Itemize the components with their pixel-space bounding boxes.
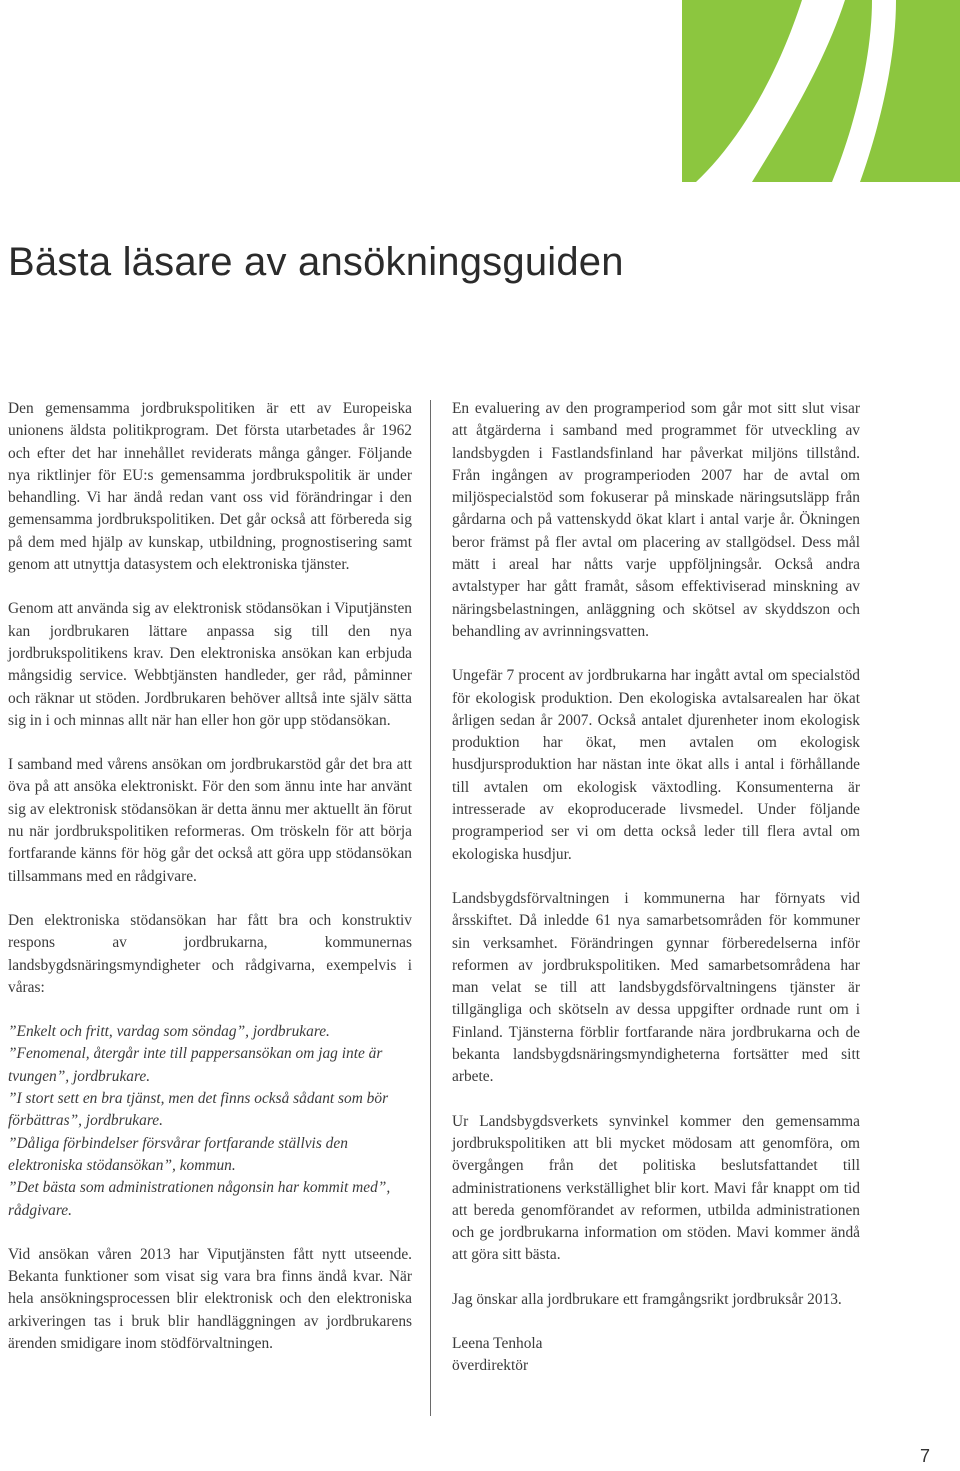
page-title: Bästa läsare av ansökningsguiden	[8, 240, 624, 284]
paragraph: Vid ansökan våren 2013 har Viputjänsten fått nytt utseende. Bekanta funktioner som visat sig vara bra finns ändå kvar. När hela ansökningsprocessen blir elektronisk och den elektroniska arkiveringen tas i bruk blir handläggningen av jordbrukarens ärenden smidigare inom stödförvaltningen.	[8, 1245, 412, 1352]
page-number: 7	[919, 1446, 930, 1466]
paragraph: Landsbygdsförvaltningen i kommunerna har förnyats vid årsskiftet. Då inledde 61 nya samarbetsområden för kommuner sin verksamhet. Förändringen gynnar förberedelserna inför reformen av jordbrukspolitiken. Med samarbetsområdena har man velat se till att landsbygdsförvaltningens tjänster är tillgängliga och skötseln av dessa uppgifter ordnade runt om i Finland. Tjänsterna förblir fortfarande nära jordbrukarna och de bekanta landsbygdsnäringsmyndigheterna fortsätter med sitt arbete.	[452, 889, 860, 1086]
paragraph: Genom att använda sig av elektronisk stödansökan i Viputjänsten kan jordbrukaren lättare anpassa sig till den nya jordbrukspolitikens krav. Den elektroniska ansökan kan erbjuda mångsidig service. Webbtjänsten handleder, ger råd, påminner och räknar ut stöden. Jordbrukaren behöver alltså inte själv sätta sig in i och minnas allt när han eller hon gör upp stödansökan.	[8, 600, 412, 729]
paragraph: Ungefär 7 procent av jordbrukarna har ingått avtal om specialstöd för ekologisk produktion. Den ekologiska avtalsarealen har ökat årligen sedan år 2007. Också antalet djurenheter inom ekologisk produktion har ökat, men avtalen om ekologisk husdjursproduktion har nästan inte ökat alls i antal i förhållande till avtalen om ekologisk växtodling. Konsumenterna är intresserade av ekoproducerade livsmedel. Under följande programperiod ser vi om detta också leder till flera avtal om ekologiska husdjur.	[452, 667, 860, 863]
quote: ”Fenomenal, återgår inte till pappersansökan om jag inte är tvungen”, jordbrukare.	[8, 1045, 383, 1085]
quote: ”Det bästa som administrationen någonsin har kommit med”, rådgivare.	[8, 1179, 391, 1219]
signature	[452, 1333, 860, 1378]
paragraph: Ur Landsbygdsverkets synvinkel kommer den gemensamma jordbrukspolitiken att bli mycket mödosam att genomföra, om övergången från det politiska beslutsfattandet till administrationens verkställighet blir kort. Mavi får knappt om tid att bereda genomförandet av reformen, utbilda administrationen och ge jordbrukarna information om stöden. Mavi kommer ändå att göra sitt bästa.	[452, 1112, 860, 1264]
quote-list	[8, 1021, 412, 1222]
paragraph: Jag önskar alla jordbrukare ett framgångsrikt jordbruksår 2013.	[452, 1290, 842, 1308]
left-column	[8, 398, 412, 1377]
column-divider	[430, 400, 431, 1416]
right-column	[452, 398, 860, 1378]
signature-title: överdirektör	[452, 1357, 529, 1375]
paragraph: Den gemensamma jordbrukspolitiken är ett av Europeiska unionens äldsta politikprogram. Det första utarbetades år 1962 och efter det har innehållet reviderats många gånger. Följande nya riktlinjer för EU:s gemensamma jordbrukspolitik är under behandling. Vi har ändå redan vant oss vid förändringar i den gemensamma jordbrukspolitiken. Det går också att förbereda sig på dem med hjälp av kunskap, utbildning, prognostisering samt genom att utnyttja datasystem och elektroniska tjänster.	[8, 400, 412, 574]
paragraph: Den elektroniska stödansökan har fått bra och konstruktiv respons av jordbrukarna, kommunernas landsbygdsnäringsmyndigheter och rådgivarna, exempelvis i våras:	[8, 911, 412, 996]
paragraph: I samband med vårens ansökan om jordbrukarstöd går det bra att öva på att ansöka elektroniskt. För den som ännu inte har använt sig av elektronisk stödansökan är detta ännu mer aktuellt än förut nu när jordbrukspolitiken reformeras. Om tröskeln för att börja fortfarande känns för hög går det också att göra upp stödansökan tillsammans med en rådgivare.	[8, 756, 412, 885]
quote: ”Enkelt och fritt, vardag som söndag”, jordbrukare.	[8, 1023, 330, 1041]
signature-name: Leena Tenhola	[452, 1334, 543, 1352]
paragraph: En evaluering av den programperiod som går mot sitt slut visar att åtgärderna i samband med programmet för utveckling av landsbygden i Fastlandsfinland har påverkat miljöns tillstånd. Från ingången av programperioden 2007 har de avtal om miljöspecialstöd som fokuserar på minskade näringsutsläpp från gårdarna och på vattenskydd ökat klart i antal varje år. Ökningen beror främst på fler avtal om placering av stallgödsel. Dess mål mätt i areal har nåtts varje uppföljningsår. Också andra avtalstyper har gått framåt, såsom effektiviserad minskning av näringsbelastningen, anläggning och skötsel av skyddszon och behandling av avrinningsvatten.	[452, 400, 860, 640]
quote: ”Dåliga förbindelser försvårar fortfarande ställvis den elektroniska stödansökan”, kommun.	[8, 1134, 348, 1174]
green-arch-logo	[682, 0, 960, 182]
quote: ”I stort sett en bra tjänst, men det finns också sådant som bör förbättras”, jordbrukare.	[8, 1090, 389, 1130]
